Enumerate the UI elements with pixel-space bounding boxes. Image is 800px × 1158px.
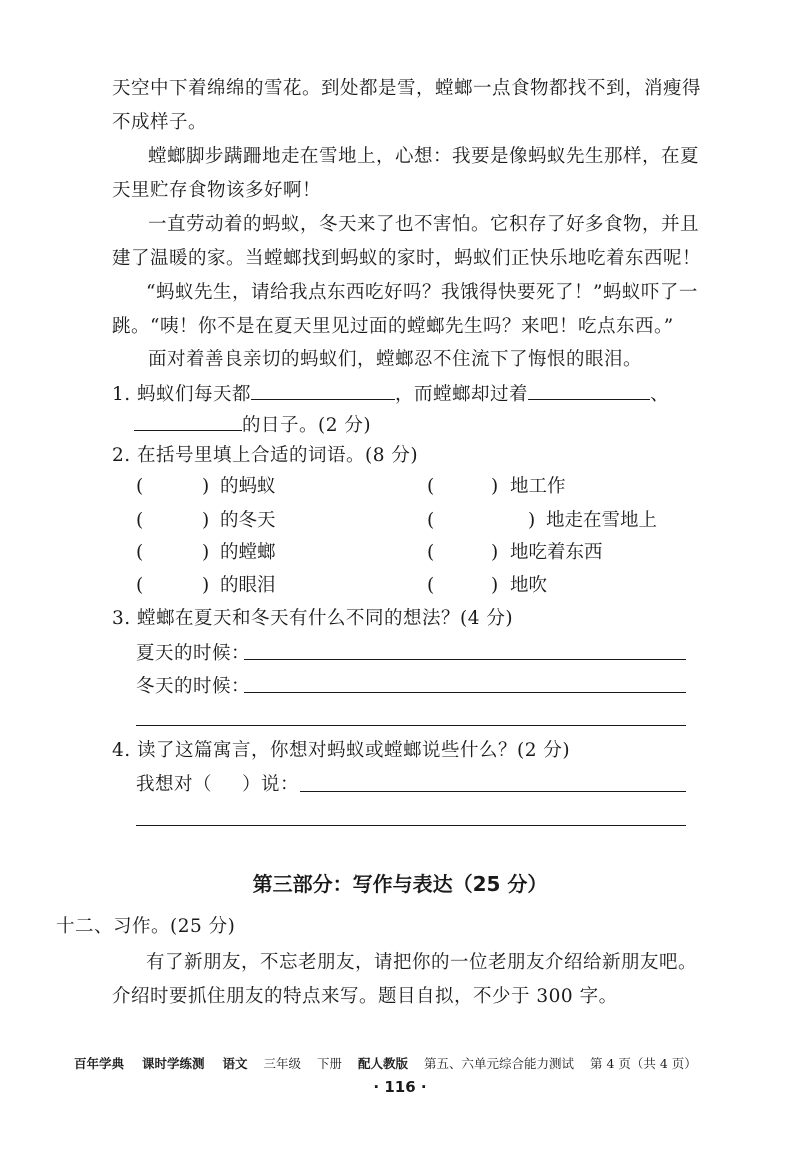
q4-end: ）说： xyxy=(242,774,300,795)
story-line: 天里贮存食物该多好啊！ xyxy=(112,180,322,201)
q2-left-word: 的蚂蚁 xyxy=(220,476,276,497)
q2-right-close: ) xyxy=(491,476,499,497)
story-line: 一直劳动着的蚂蚁，冬天来了也不害怕。它积存了好多食物，并且 xyxy=(148,214,700,235)
q3-winter-label: 冬天的时候： xyxy=(136,676,251,697)
q3-winter-answer-line-2[interactable] xyxy=(136,724,686,726)
footer-edition: 配人教版 xyxy=(358,1056,409,1071)
q2-right-open: ( xyxy=(427,510,435,531)
q2-left-close: ) xyxy=(202,542,210,563)
story-line: 不成样子。 xyxy=(112,112,208,133)
q2-right-open: ( xyxy=(427,542,435,563)
q4-answer-line-2[interactable] xyxy=(136,824,686,826)
footer-volume: 下册 xyxy=(317,1056,343,1071)
footer-brand: 百年学典 xyxy=(74,1056,125,1071)
q2-left-open: ( xyxy=(136,510,144,531)
q1-blank-3[interactable] xyxy=(134,411,242,431)
footer-series: 课时学练测 xyxy=(142,1056,205,1071)
q1-blank-1[interactable] xyxy=(251,380,395,400)
footer-test-name: 第五、六单元综合能力测试 xyxy=(424,1056,575,1071)
section-title: 第三部分：写作与表达（25 分） xyxy=(252,872,548,896)
q2-right-open: ( xyxy=(427,476,435,497)
story-line: 螳螂脚步蹒跚地走在雪地上，心想：我要是像蚂蚁先生那样，在夏 xyxy=(148,146,700,167)
story-line: 跳。“咦！你不是在夏天里见过面的螳螂先生吗？来吧！吃点东西。” xyxy=(112,316,674,337)
q2-left-word: 的冬天 xyxy=(220,510,276,531)
page-number: · 116 · xyxy=(373,1078,427,1096)
writing-prompt-line: 介绍时要抓住朋友的特点来写。题目自拟，不少于 300 字。 xyxy=(112,986,618,1007)
story-line: 天空中下着绵绵的雪花。到处都是雪，螳螂一点食物都找不到，消瘦得 xyxy=(112,78,702,99)
page-footer xyxy=(74,1055,709,1073)
q3-summer-answer-line[interactable] xyxy=(244,658,686,660)
q1-text-c: 、 xyxy=(650,384,670,405)
q4-answer-line[interactable] xyxy=(300,790,686,792)
q2-left-open: ( xyxy=(136,476,144,497)
q2-left-close: ) xyxy=(202,575,210,596)
q2-left-open: ( xyxy=(136,575,144,596)
q4-answer-row xyxy=(136,772,299,798)
footer-page-info: 第 4 页（共 4 页） xyxy=(590,1056,697,1071)
question-1-line-2 xyxy=(134,411,371,439)
question-2-prompt: 2. 在括号里填上合适的词语。(8 分) xyxy=(112,445,419,466)
q2-left-word: 的螳螂 xyxy=(220,542,276,563)
writing-prompt-line: 有了新朋友，不忘老朋友，请把你的一位老朋友介绍给新朋友吧。 xyxy=(146,952,698,973)
q4-start: 我想对（ xyxy=(136,774,213,795)
q2-right-close: ) xyxy=(491,575,499,596)
q1-text-b: ，而螳螂却过着 xyxy=(395,384,529,405)
q1-text-a: 1. 蚂蚁们每天都 xyxy=(112,384,252,405)
q2-right-close: ) xyxy=(491,542,499,563)
q2-left-close: ) xyxy=(202,476,210,497)
footer-subject: 语文 xyxy=(222,1056,248,1071)
q2-right-word: 地吹 xyxy=(510,575,548,596)
story-line: 面对着善良亲切的蚂蚁们，螳螂忍不住流下了悔恨的眼泪。 xyxy=(148,349,643,370)
q2-left-open: ( xyxy=(136,542,144,563)
q3-winter-answer-line[interactable] xyxy=(244,691,686,693)
q3-summer-label: 夏天的时候： xyxy=(136,643,251,664)
q1-blank-2[interactable] xyxy=(528,380,650,400)
q2-right-word: 地工作 xyxy=(510,476,566,497)
story-line: 建了温暖的家。当螳螂找到蚂蚁的家时，蚂蚁们正快乐地吃着东西呢！ xyxy=(112,248,702,269)
question-3-prompt: 3. 螳螂在夏天和冬天有什么不同的想法？(4 分) xyxy=(112,608,514,629)
q2-right-close: ) xyxy=(528,510,536,531)
question-1-line-1 xyxy=(112,380,669,408)
q2-right-open: ( xyxy=(427,575,435,596)
q1-text-d: 的日子。(2 分) xyxy=(242,415,372,436)
q2-right-word: 地吃着东西 xyxy=(510,542,603,563)
question-4-prompt: 4. 读了这篇寓言，你想对蚂蚁或螳螂说些什么？(2 分) xyxy=(112,740,571,761)
footer-grade: 三年级 xyxy=(263,1056,302,1071)
q2-right-word: 地走在雪地上 xyxy=(546,510,658,531)
writing-heading: 十二、习作。(25 分) xyxy=(56,916,236,937)
q2-left-word: 的眼泪 xyxy=(220,575,276,596)
q2-left-close: ) xyxy=(202,510,210,531)
story-line: “蚂蚁先生，请给我点东西吃好吗？我饿得快要死了！”蚂蚁吓了一 xyxy=(146,282,698,303)
